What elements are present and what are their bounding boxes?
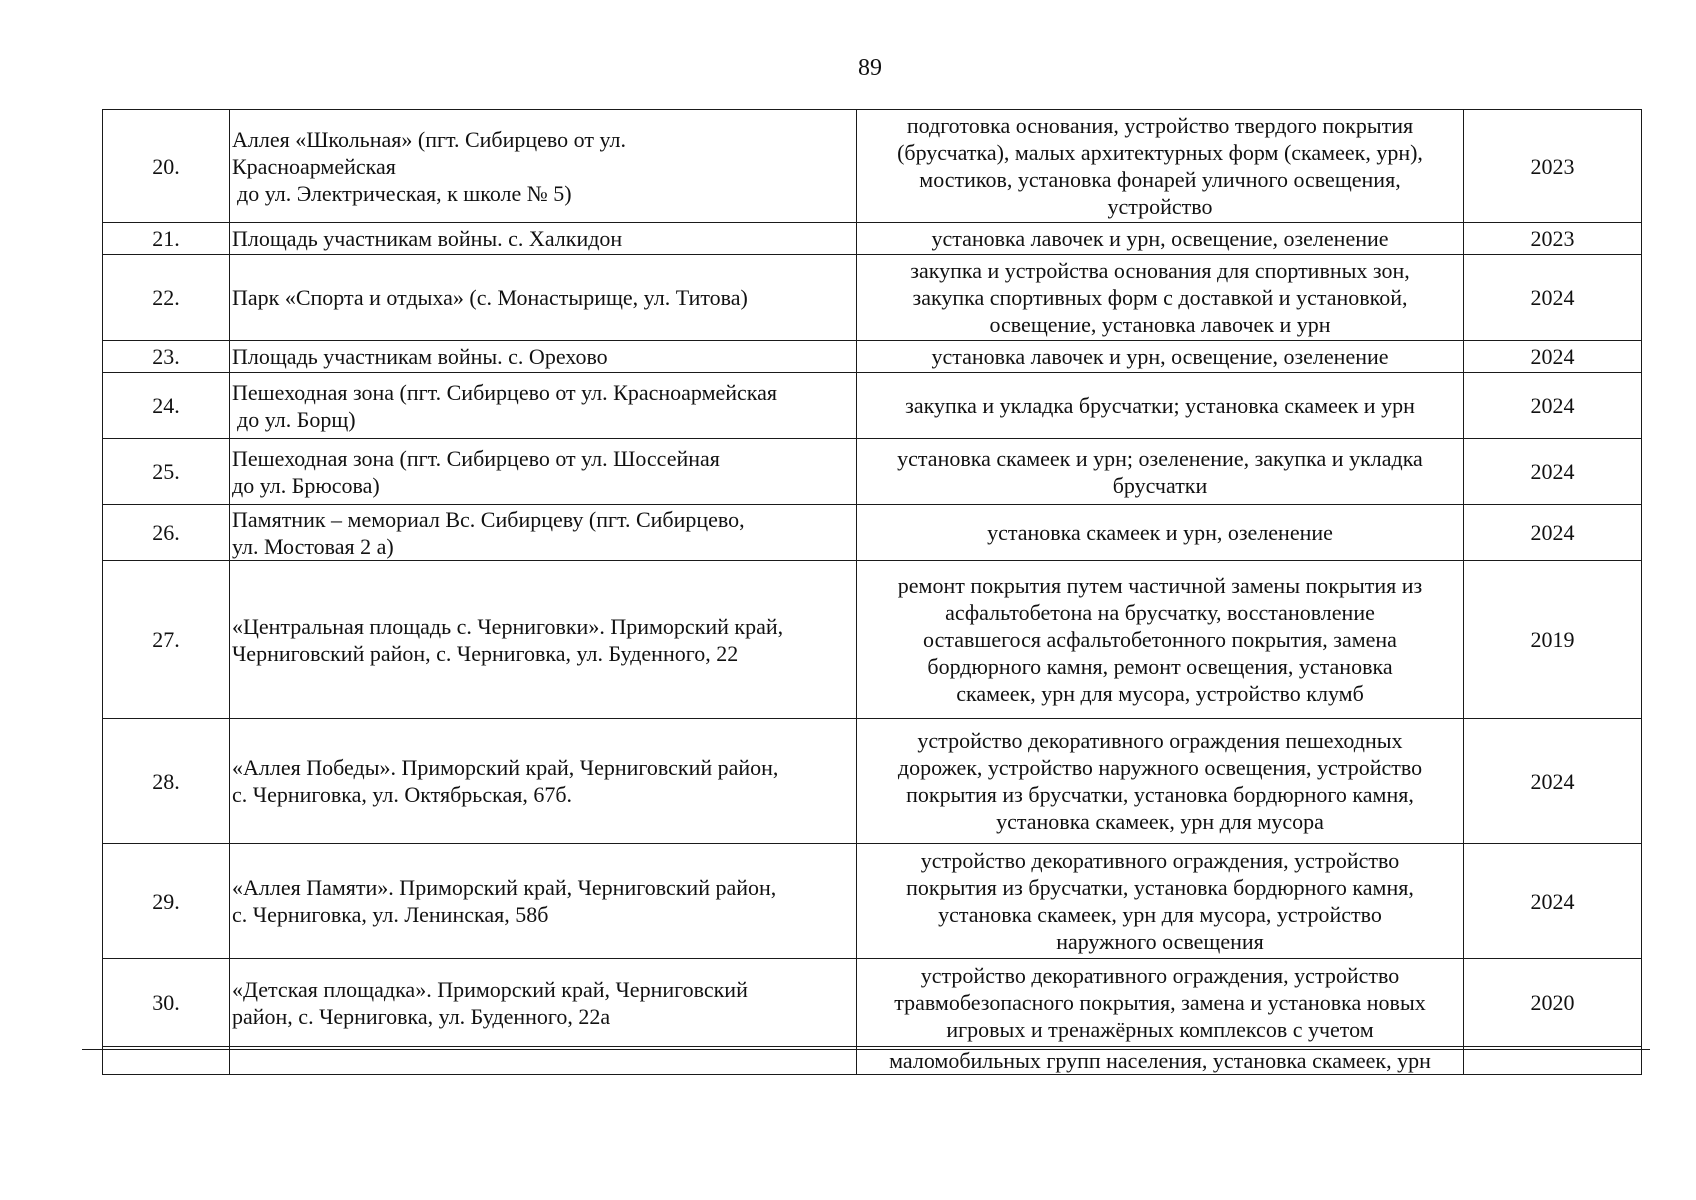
year-value: 2024: [1530, 393, 1575, 418]
work-description-line: установка скамеек и урн; озеленение, закупка и укладка: [897, 445, 1423, 471]
row-number-cell: [103, 255, 230, 341]
year-cell: [1464, 255, 1642, 341]
object-name-line: Площадь участникам войны. с. Орехово: [232, 344, 608, 369]
year-value: 2024: [1530, 344, 1575, 369]
object-name-cell: [230, 373, 857, 439]
year-value: 2024: [1530, 888, 1575, 914]
object-name-line: район, с. Черниговка, ул. Буденного, 22а: [232, 1003, 611, 1029]
year-value: 2019: [1530, 627, 1575, 652]
row-number: 20.: [152, 153, 180, 179]
object-name-line: Черниговский район, с. Черниговка, ул. Буденного, 22: [232, 640, 739, 666]
year-cell: [1464, 959, 1642, 1047]
work-description-line: игровых и тренажёрных комплексов с учетом: [946, 1017, 1374, 1042]
object-name-line: «Центральная площадь с. Черниговки». Приморский край,: [232, 613, 784, 639]
object-name-line: Пешеходная зона (пгт. Сибирцево от ул. Шоссейная: [232, 445, 720, 471]
work-description-line: установка лавочек и урн, освещение, озеленение: [931, 344, 1389, 369]
object-name-line: Площадь участникам войны. с. Халкидон: [232, 226, 623, 251]
work-description-cell: [857, 719, 1464, 844]
table-row: [103, 373, 1642, 439]
year-cell: [1464, 719, 1642, 844]
table-row: [103, 1047, 1642, 1075]
page-cut-line: [82, 1049, 1650, 1050]
object-name-line: Памятник – мемориал Вс. Сибирцеву (пгт. Сибирцево,: [232, 506, 745, 532]
work-description-cell: [857, 505, 1464, 561]
work-description-cell: [857, 255, 1464, 341]
work-description-line: покрытия из брусчатки, установка бордюрного камня,: [906, 875, 1414, 900]
object-name-line: Красноармейская: [232, 153, 396, 179]
work-description-line: подготовка основания, устройство твердого покрытия: [906, 113, 1414, 138]
object-name-cell: [230, 341, 857, 373]
table-row: [103, 505, 1642, 561]
year-value: 2023: [1530, 153, 1575, 179]
work-description-line: устройство декоративного ограждения пешеходных: [917, 728, 1403, 753]
work-description-cell: [857, 373, 1464, 439]
work-description-line: освещение, установка лавочек и урн: [989, 312, 1331, 337]
row-number-cell: [103, 561, 230, 719]
row-number-cell: [103, 959, 230, 1047]
object-name-line: «Детская площадка». Приморский край, Черниговский: [232, 976, 748, 1002]
year-cell: [1464, 844, 1642, 959]
row-number-cell: [103, 373, 230, 439]
object-name-line: «Аллея Памяти». Приморский край, Черниговский район,: [232, 875, 777, 900]
object-name-cell: [230, 505, 857, 561]
year-cell: [1464, 505, 1642, 561]
year-value: 2020: [1530, 990, 1575, 1015]
object-name-line: до ул. Брюсова): [232, 472, 380, 498]
work-description-cell: [857, 959, 1464, 1047]
year-cell: [1464, 223, 1642, 255]
object-name-line: до ул. Электрическая, к школе № 5): [237, 180, 572, 206]
row-number-cell: [103, 110, 230, 223]
row-number: 22.: [152, 285, 180, 310]
work-description-line: закупка спортивных форм с доставкой и установкой,: [912, 285, 1408, 310]
year-value: 2024: [1530, 520, 1575, 545]
work-description-line: бордюрного камня, ремонт освещения, установка: [927, 654, 1393, 679]
work-description-line: установка скамеек, урн для мусора, устройство: [938, 902, 1382, 927]
row-number: 26.: [152, 520, 180, 545]
table-row: [103, 439, 1642, 505]
work-description-line: установка скамеек и урн, озеленение: [987, 520, 1333, 545]
object-name-line: Пешеходная зона (пгт. Сибирцево от ул. Красноармейская: [232, 379, 778, 405]
table-row: [103, 719, 1642, 844]
object-name-cell: [230, 110, 857, 223]
object-name-line: Парк «Спорта и отдыха» (с. Монастырище, ул. Титова): [232, 285, 748, 310]
work-description-cell: [857, 561, 1464, 719]
object-name-cell: [230, 959, 857, 1047]
row-number: 28.: [152, 768, 180, 794]
year-value: 2024: [1530, 285, 1575, 310]
year-cell: [1464, 341, 1642, 373]
table-row: [103, 255, 1642, 341]
row-number: 30.: [152, 990, 180, 1015]
object-name-line: с. Черниговка, ул. Ленинская, 58б: [232, 902, 549, 927]
work-description-line: установка лавочек и урн, освещение, озеленение: [931, 226, 1389, 251]
object-name-cell: [230, 844, 857, 959]
row-number-cell: [103, 719, 230, 844]
object-name-line: «Аллея Победы». Приморский край, Черниговский район,: [232, 755, 779, 780]
object-name-line: ул. Мостовая 2 а): [232, 533, 394, 559]
row-number: 27.: [152, 627, 180, 652]
row-number-cell: [103, 223, 230, 255]
work-description-line: брусчатки: [1112, 472, 1208, 498]
object-name-cell: [230, 255, 857, 341]
object-name-line: до ул. Борщ): [237, 406, 356, 432]
work-description-line: маломобильных групп населения, установка скамеек, урн: [889, 1048, 1431, 1073]
work-description-cell: [857, 439, 1464, 505]
year-cell: [1464, 110, 1642, 223]
table-row: [103, 223, 1642, 255]
table-body: [103, 110, 1642, 1075]
page-number: 89: [858, 55, 882, 81]
object-name-cell: [230, 223, 857, 255]
work-description-cell: [857, 844, 1464, 959]
object-name-cell: [230, 1047, 857, 1075]
year-cell: [1464, 439, 1642, 505]
row-number-cell: [103, 505, 230, 561]
work-description-line: устройство декоративного ограждения, устройство: [920, 963, 1400, 988]
year-cell: [1464, 373, 1642, 439]
work-description-line: асфальтобетона на брусчатку, восстановление: [945, 600, 1375, 625]
row-number-cell: [103, 844, 230, 959]
work-description-cell: [857, 223, 1464, 255]
work-description-line: ремонт покрытия путем частичной замены покрытия из: [897, 573, 1423, 598]
row-number-cell: [103, 439, 230, 505]
work-description-line: устройство: [1107, 194, 1213, 219]
work-description-line: закупка и устройства основания для спортивных зон,: [910, 258, 1410, 283]
year-value: 2023: [1530, 226, 1575, 251]
year-value: 2024: [1530, 768, 1575, 794]
table-row: [103, 110, 1642, 223]
table-row: [103, 844, 1642, 959]
object-name-cell: [230, 439, 857, 505]
year-cell: [1464, 561, 1642, 719]
row-number-cell: [103, 341, 230, 373]
row-number: 29.: [152, 888, 180, 914]
work-description-line: установка скамеек, урн для мусора: [996, 809, 1324, 834]
work-description-line: дорожек, устройство наружного освещения, устройство: [897, 755, 1423, 780]
row-number: 25.: [152, 459, 180, 484]
row-number: 23.: [152, 344, 180, 369]
year-cell: [1464, 1047, 1642, 1075]
work-description-line: скамеек, урн для мусора, устройство клумб: [956, 681, 1364, 706]
object-name-cell: [230, 561, 857, 719]
year-value: 2024: [1530, 459, 1575, 484]
work-description-line: мостиков, установка фонарей уличного освещения,: [919, 167, 1401, 192]
work-description-cell: [857, 341, 1464, 373]
table-row: [103, 341, 1642, 373]
row-number: 21.: [152, 226, 180, 251]
object-name-line: Аллея «Школьная» (пгт. Сибирцево от ул.: [232, 126, 626, 152]
work-description-cell: [857, 1047, 1464, 1075]
work-description-line: травмобезопасного покрытия, замена и установка новых: [894, 990, 1426, 1015]
work-description-line: покрытия из брусчатки, установка бордюрного камня,: [906, 782, 1414, 807]
improvement-objects-table: [102, 109, 1642, 1075]
row-number: 24.: [152, 393, 180, 418]
work-description-cell: [857, 110, 1464, 223]
work-description-line: наружного освещения: [1056, 929, 1264, 954]
table-row: [103, 561, 1642, 719]
row-number-cell: [103, 1047, 230, 1075]
object-name-cell: [230, 719, 857, 844]
work-description-line: (брусчатка), малых архитектурных форм (скамеек, урн),: [897, 140, 1423, 165]
work-description-line: оставшегося асфальтобетонного покрытия, замена: [923, 627, 1397, 652]
table-row: [103, 959, 1642, 1047]
object-name-line: с. Черниговка, ул. Октябрьская, 67б.: [232, 782, 573, 807]
work-description-line: закупка и укладка брусчатки; установка скамеек и урн: [905, 393, 1415, 418]
work-description-line: устройство декоративного ограждения, устройство: [920, 848, 1400, 873]
